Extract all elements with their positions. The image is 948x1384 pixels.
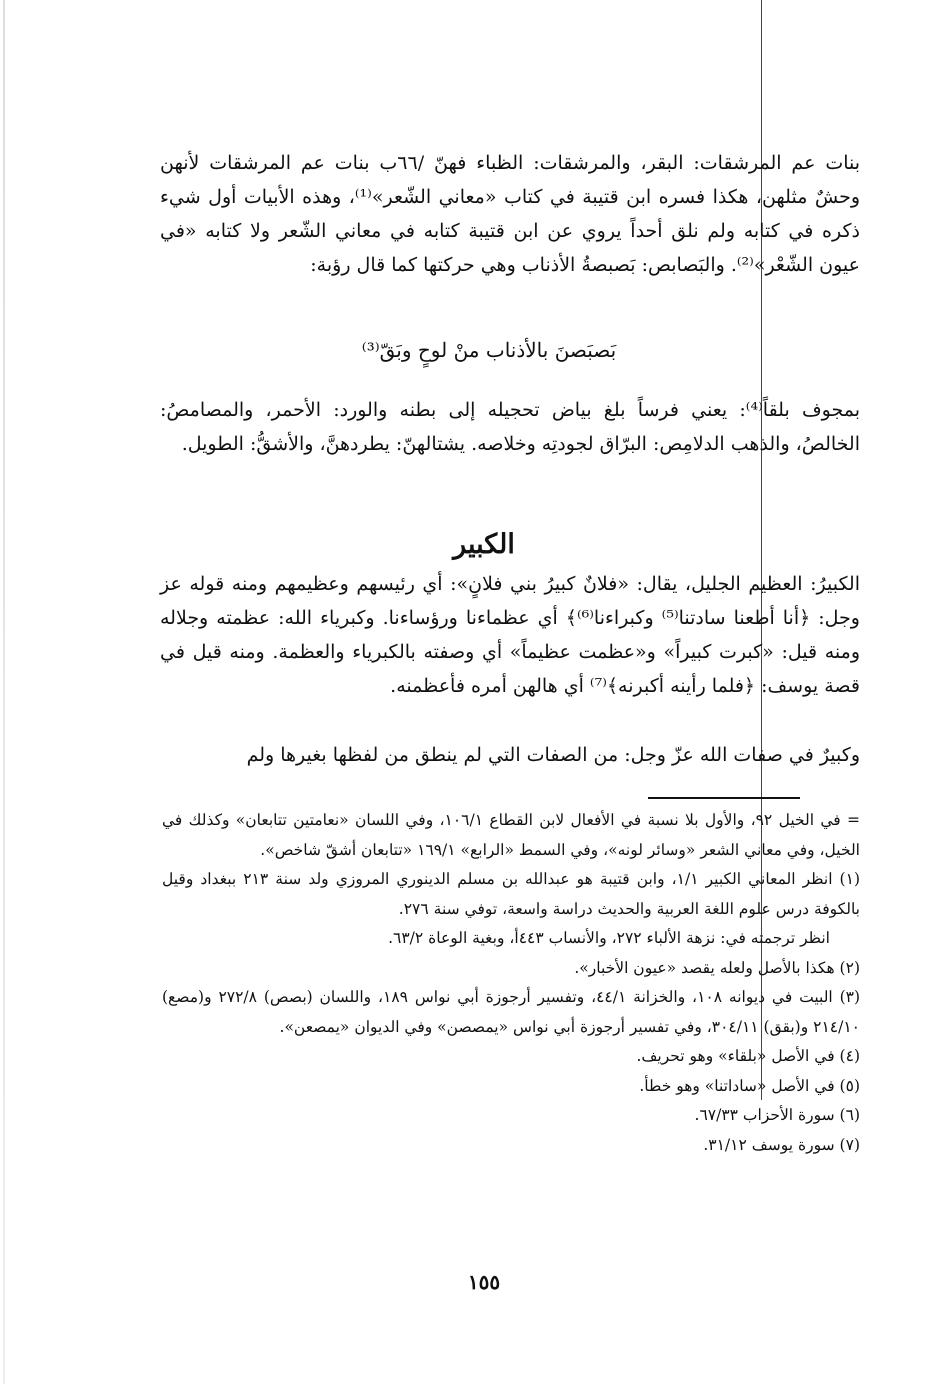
footnote-1-biography: انظر ترجمته في: نزهة الألباء ٢٧٢، والأنساب ٤٤٣أ، وبغية الوعاة ٦٣/٢.	[388, 929, 830, 947]
footnote-6: (٦) سورة الأحزاب ٦٧/٣٣.	[694, 1106, 860, 1124]
footnote-continuation: = في الخيل ٩٢، والأول بلا نسبة في الأفعال لابن القطاع ١٠٦/١، وفي اللسان «نعامتين تتابعان» وكذلك في الخيل، وفي معاني الشعر «وسائر لونه»، وفي السمط «الرابع» ١٦٩/١ «تتابعان أشقّ شاخص».	[162, 811, 860, 859]
footnote-7: (٧) سورة يوسف ٣١/١٢.	[703, 1135, 860, 1154]
footnotes	[162, 806, 860, 1160]
footnote-separator	[648, 797, 800, 799]
paragraph-1: بنات عم المرشقات: البقر، والمرشقات: الظباء فهنّ /٦٦ب بنات عم المرشقات لأنهن وحشٌ مثلهن، هكذا فسره ابن قتيبة في كتاب «معاني الشّعر»⁽¹⁾، وهذه الأبيات أول شيء ذكره في كتابه ولم نلق أحداً يروي عن ابن قتيبة كتابه في معاني الشّعر ولا كتابه «في عيون الشّعْر»⁽²⁾. والبَصابص: بَصبصةُ الأذناب وهي حركتها كما قال رؤبة:	[160, 152, 861, 276]
footnote-3: (٣) البيت في ديوانه ١٠٨، والخزانة ٤٤/١، وتفسير أرجوزة أبي نواس ١٨٩، واللسان (بصص) ٢٧٢/٨ و(مصع) ٢١٤/١٠ و(بقق) ٣٠٤/١١، وفي تفسير أرجوزة أبي نواس «يمصصن» وفي الديوان «يمصعن».	[162, 988, 861, 1036]
verse-line: بَصبَصنَ بالأذناب منْ لوحٍ وبَقّ⁽³⁾	[361, 338, 617, 362]
footnote-4: (٤) في الأصل «بلقاء» وهو تحريف.	[636, 1047, 860, 1065]
scan-edge	[3, 0, 5, 1384]
footnote-5: (٥) في الأصل «ساداتنا» وهو خطأ.	[639, 1076, 860, 1095]
footnote-2: (٢) هكذا بالأصل ولعله يقصد «عيون الأخبار».	[574, 958, 860, 977]
paragraph-4: وكبيرٌ في صفات الله عزّ وجل: من الصفات التي لم ينطق من لفظها بغيرها ولم	[246, 744, 860, 766]
page-number: ١٥٥	[467, 1270, 501, 1294]
footnote-1: (١) انظر المعاني الكبير ١/١، وابن قتيبة هو عبدالله بن مسلم الدينوري المروزي ولد سنة ٢١٣ ببغداد وقيل بالكوفة درس علوم اللغة العربية والحديث دراسة واسعة، توفي سنة ٢٧٦.	[162, 870, 860, 918]
paragraph-3: الكبيرُ: العظيم الجليل، يقال: «فلانٌ كبيرُ بني فلانٍ»: أي رئيسهم وعظيمهم ومنه قوله عز وجل: ﴿أنا أطعنا سادتنا⁽⁵⁾ وكبراءنا⁽⁶⁾﴾ أي عظماءنا ورؤساءنا. وكبرياء الله: عظمته وجلاله ومنه قيل: «كبرت كبيراً» و«عظمت عظيماً» أي وصفته بالكبرياء والعظمة. ومنه قيل في قصة يوسف: ﴿فلما رأينه أكبرنه﴾⁽⁷⁾ أي هالهن أمره فأعظمنه.	[160, 573, 860, 697]
section-heading: الكبير	[453, 529, 515, 560]
paragraph-2: بمجوف بلقاً⁽⁴⁾: يعني فرساً بلغ بياض تحجيله إلى بطنه والورد: الأحمر، والمصامصُ: الخالصُ، والذهب الدلامِص: البرّاق لجودتِه وخلاصه. يشتالهنّ: يطردهنَّ، والأشقُّ: الطويل.	[160, 399, 861, 455]
